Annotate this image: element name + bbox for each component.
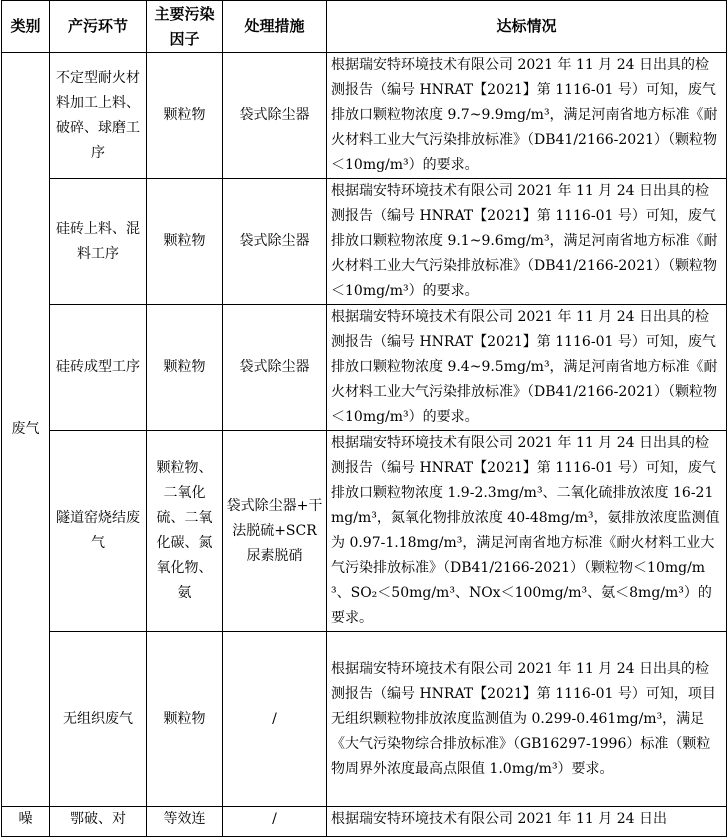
table-row [2, 632, 727, 807]
table-row [2, 179, 727, 305]
measure-cell: 袋式除尘器 [223, 179, 327, 305]
link-cell: 硅砖上料、混料工序 [50, 179, 147, 305]
table-row [2, 53, 727, 179]
measure-cell: 袋式除尘器 [223, 305, 327, 431]
measure-cell: / [223, 807, 327, 837]
result-cell: 根据瑞安特环境技术有限公司 2021 年 11 月 24 日出具的检测报告（编号 HNRAT【2021】第 1116-01 号）可知，废气排放口颗粒物浓度 9.4~9.5mg/m³，满足河南省地方标准《耐火材料工业大气污染排放标准》（DB41/2166-2021）（颗粒物＜10mg/m³）的要求。 [327, 305, 727, 431]
header-measure: 处理措施 [223, 1, 327, 53]
table-header-row [2, 1, 727, 53]
factor-cell: 颗粒物、二氧化硫、二氧化碳、氮氧化物、氨 [147, 431, 223, 632]
factor-cell: 颗粒物 [147, 305, 223, 431]
table-row [2, 305, 727, 431]
header-factor: 主要污染因子 [147, 1, 223, 53]
link-cell: 鄂破、对 [50, 807, 147, 837]
table-row [2, 807, 727, 837]
header-result: 达标情况 [327, 1, 727, 53]
link-cell: 硅砖成型工序 [50, 305, 147, 431]
measure-cell: 袋式除尘器 [223, 53, 327, 179]
result-cell: 根据瑞安特环境技术有限公司 2021 年 11 月 24 日出 [327, 807, 727, 837]
measure-cell: / [223, 632, 327, 807]
link-cell: 隧道窑烧结废气 [50, 431, 147, 632]
result-cell: 根据瑞安特环境技术有限公司 2021 年 11 月 24 日出具的检测报告（编号 HNRAT【2021】第 1116-01 号）可知，项目无组织颗粒物排放浓度监测值为 0.299-0.461mg/m³，满足《大气污染物综合排放标准》（GB16297-1996）标准（颗粒物周界外浓度最高点限值 1.0mg/m³）要求。 [327, 632, 727, 807]
result-cell: 根据瑞安特环境技术有限公司 2021 年 11 月 24 日出具的检测报告（编号 HNRAT【2021】第 1116-01 号）可知，废气排放口颗粒物浓度 1.9-2.3mg/m³、二氧化硫排放浓度 16-21mg/m³，氮氧化物排放浓度 40-48mg/m³，氨排放浓度监测值为 0.97-1.18mg/m³，满足河南省地方标准《耐火材料工业大气污染排放标准》（DB41/2166-2021）（颗粒物＜10mg/m³、SO₂＜50mg/m³、NOx＜100mg/m³、氨＜8mg/m³）的要求。 [327, 431, 727, 632]
table-row [2, 431, 727, 632]
measure-cell: 袋式除尘器+干法脱硫+SCR 尿素脱硝 [223, 431, 327, 632]
result-cell: 根据瑞安特环境技术有限公司 2021 年 11 月 24 日出具的检测报告（编号 HNRAT【2021】第 1116-01 号）可知，废气排放口颗粒物浓度 9.7~9.9mg/m³，满足河南省地方标准《耐火材料工业大气污染排放标准》（DB41/2166-2021）（颗粒物＜10mg/m³）的要求。 [327, 53, 727, 179]
category-cell-waste-gas: 废气 [2, 53, 50, 807]
header-link: 产污环节 [50, 1, 147, 53]
category-cell-noise: 噪 [2, 807, 50, 837]
factor-cell: 颗粒物 [147, 179, 223, 305]
factor-cell: 等效连 [147, 807, 223, 837]
factor-cell: 颗粒物 [147, 53, 223, 179]
result-cell: 根据瑞安特环境技术有限公司 2021 年 11 月 24 日出具的检测报告（编号 HNRAT【2021】第 1116-01 号）可知，废气排放口颗粒物浓度 9.1~9.6mg/m³，满足河南省地方标准《耐火材料工业大气污染排放标准》（DB41/2166-2021）（颗粒物＜10mg/m³）的要求。 [327, 179, 727, 305]
link-cell: 不定型耐火材料加工上料、破碎、球磨工序 [50, 53, 147, 179]
factor-cell: 颗粒物 [147, 632, 223, 807]
link-cell: 无组织废气 [50, 632, 147, 807]
header-category: 类别 [2, 1, 50, 53]
compliance-table [1, 0, 727, 837]
